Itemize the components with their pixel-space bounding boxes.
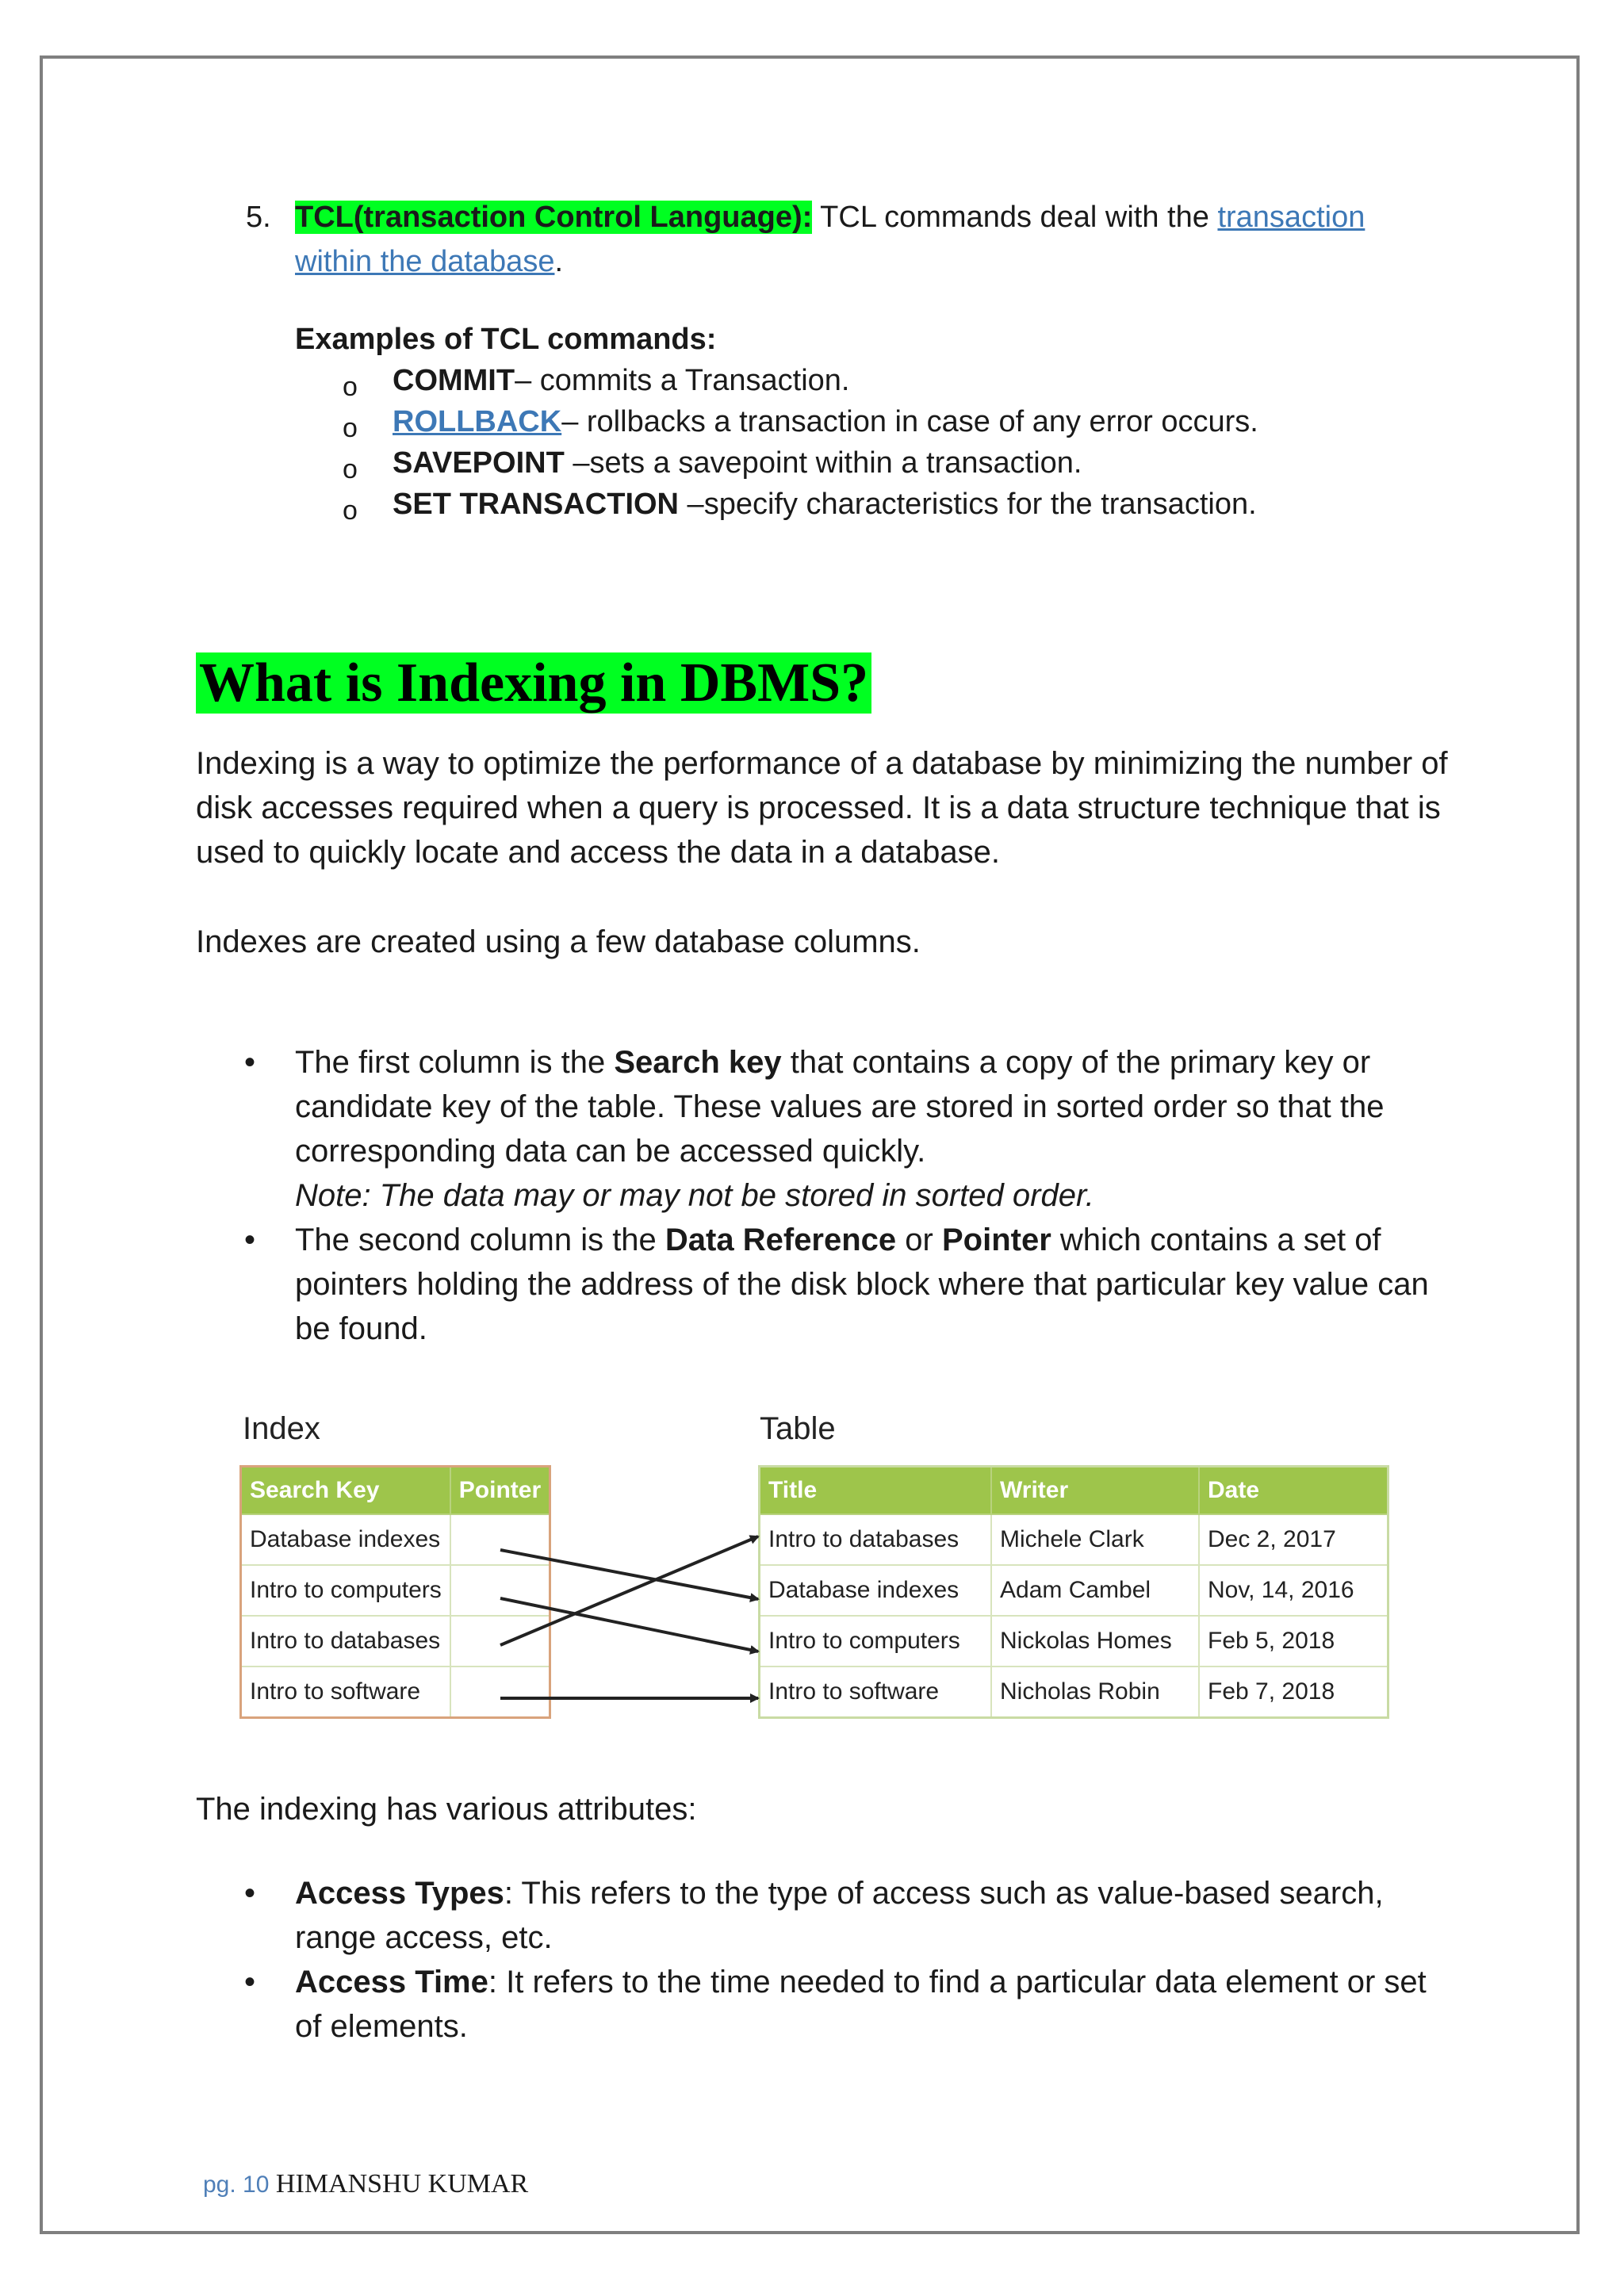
bullet: • — [244, 1965, 256, 1999]
tcl-examples-title: Examples of TCL commands: — [295, 323, 717, 356]
footer-author: HIMANSHU KUMAR — [275, 2169, 529, 2198]
tcl-paragraph: TCL(transaction Control Language): TCL commands deal with the transaction within the database. — [295, 201, 1365, 278]
table-title: Table — [760, 1411, 836, 1446]
bullet-pointer: The second column is the Data Reference or Pointer which contains a set of pointers holding the address of the disk block where that particular key value can be found. — [295, 1223, 1429, 1346]
tcl-item-set-transaction: SET TRANSACTION –specify characteristics for the transaction. — [393, 488, 1257, 521]
arrow-intro-to-computers — [500, 1598, 758, 1651]
page-number: pg. 10 — [203, 2172, 270, 2198]
sub-bullet: o — [343, 372, 358, 402]
index-diagram — [235, 1411, 1392, 1744]
index-title: Index — [243, 1411, 320, 1446]
tcl-item-commit: COMMIT– commits a Transaction. — [393, 364, 850, 397]
table-row: Intro to databases Michele Clark Dec 2, 2017 — [760, 1514, 1388, 1565]
index-key: Intro to software — [241, 1667, 450, 1718]
page-footer — [203, 2169, 528, 2199]
index-key: Database indexes — [241, 1514, 450, 1565]
tcl-item-rollback: ROLLBACK– rollbacks a transaction in case of any error occurs. — [393, 405, 1258, 438]
index-key: Intro to computers — [241, 1565, 450, 1616]
attribute-access-types: Access Types: This refers to the type of access such as value-based search, range access, etc. — [295, 1876, 1384, 1955]
bullet: • — [244, 1876, 256, 1911]
sub-bullet: o — [343, 454, 358, 484]
attribute-access-time: Access Time: It refers to the time needed to find a particular data element or set of elements. — [295, 1965, 1427, 2044]
transaction-link[interactable]: transaction within the database — [295, 201, 1365, 278]
table-header-title: Title — [760, 1467, 992, 1515]
page-title: What is Indexing in DBMS? — [196, 650, 871, 717]
table-row: Database indexes Adam Cambel Nov, 14, 2016 — [760, 1565, 1388, 1616]
tcl-item-savepoint: SAVEPOINT –sets a savepoint within a transaction. — [393, 446, 1082, 480]
note: Note: The data may or may not be stored in sorted order. — [295, 1178, 1094, 1213]
columns-paragraph: Indexes are created using a few database columns. — [196, 924, 921, 959]
table-row: Intro to software Nicholas Robin Feb 7, 2018 — [760, 1667, 1388, 1718]
index-key: Intro to databases — [241, 1616, 450, 1667]
intro-paragraph: Indexing is a way to optimize the performance of a database by minimizing the number of disk accesses required when a query is processed. It is a data structure technique that is used to quickly locate and access the data in a database. — [196, 746, 1448, 870]
list-number: 5. — [246, 201, 271, 234]
table-row: Intro to computers Nickolas Homes Feb 5, 2018 — [760, 1616, 1388, 1667]
table-header-writer: Writer — [991, 1467, 1199, 1515]
attributes-intro: The indexing has various attributes: — [196, 1792, 697, 1827]
index-header-search-key: Search Key — [241, 1467, 450, 1515]
sub-bullet: o — [343, 496, 358, 526]
index-header-pointer: Pointer — [450, 1467, 550, 1515]
pointer-arrows — [235, 1411, 1392, 1744]
sub-bullet: o — [343, 413, 358, 443]
tcl-term: TCL(transaction Control Language): — [295, 201, 813, 234]
bullet-search-key: The first column is the Search key that contains a copy of the primary key or candidate key of the table. These values are stored in sorted order so that the corresponding data can be accessed quickly. Note: The data may or may not be stored in sorted order. — [295, 1045, 1385, 1213]
bullet: • — [244, 1223, 256, 1257]
bullet: • — [244, 1045, 256, 1080]
rollback-link[interactable]: ROLLBACK — [393, 405, 562, 438]
tcl-desc: TCL commands deal with the — [812, 201, 1218, 234]
table-header-date: Date — [1199, 1467, 1388, 1515]
